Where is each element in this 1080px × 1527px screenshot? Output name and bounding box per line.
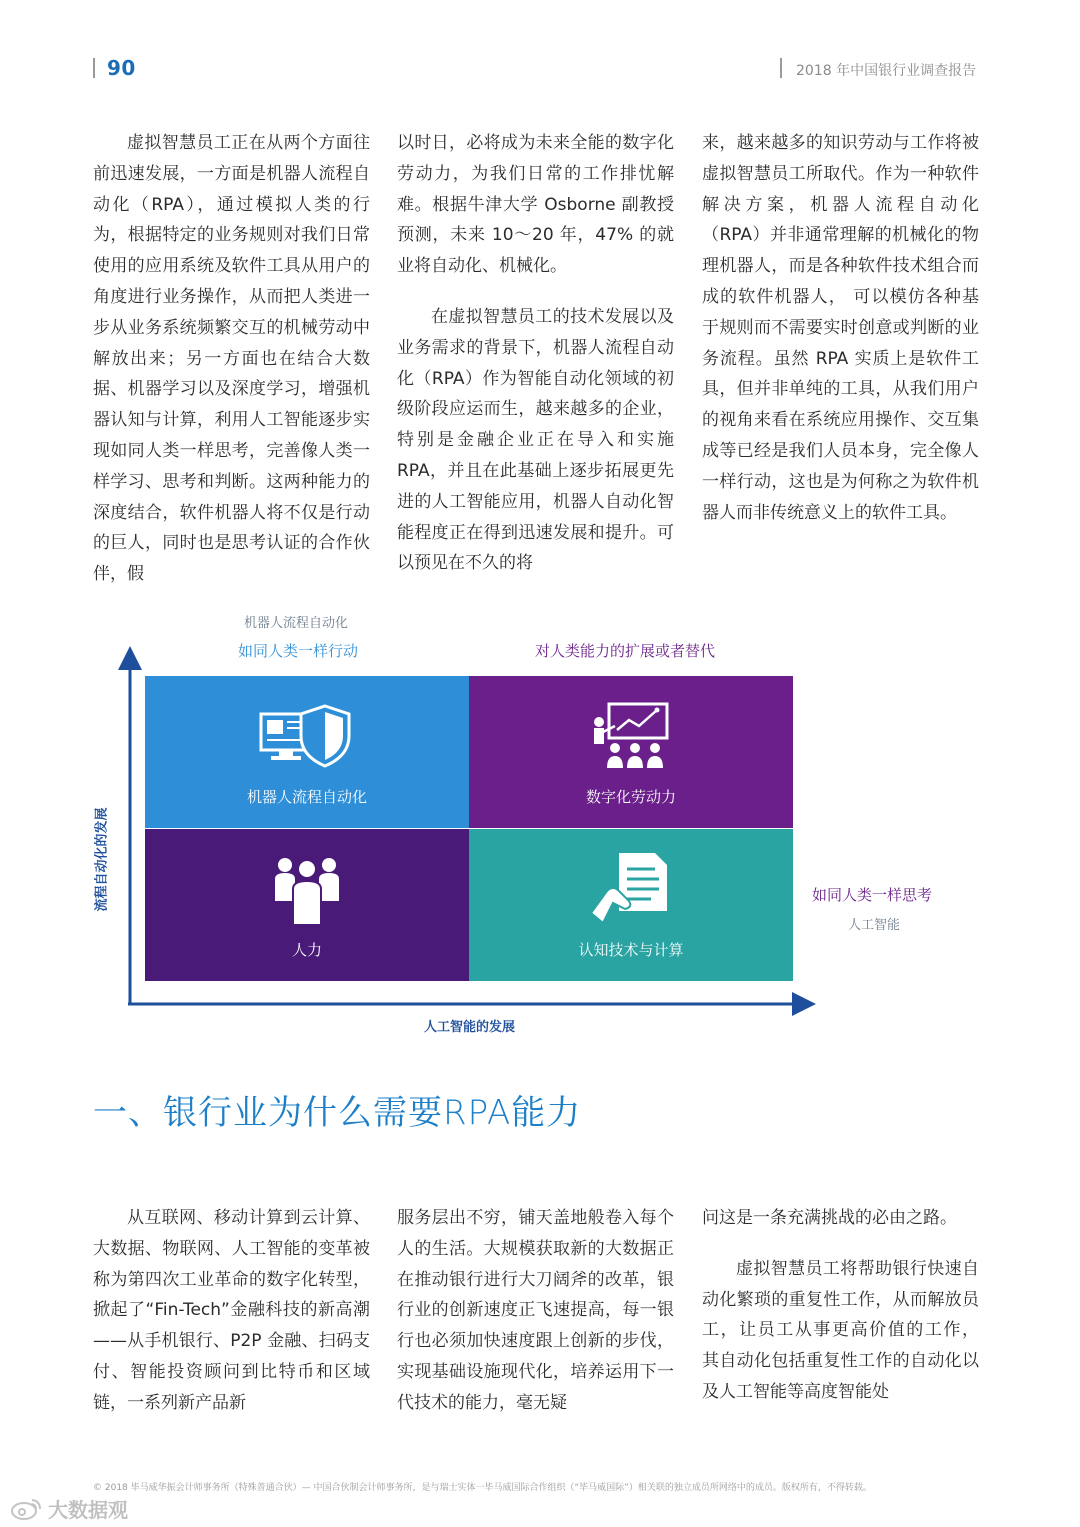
intro-paragraph: 虚拟智慧员工正在从两个方面往前迅速发展，一方面是机器人流程自动化（RPA），通过模拟人类的行为，根据特定的业务规则对我们日常使用的应用系统及软件工具从用户的角度进行业务操作，从而把人类进一步从业务系统频繁交互的机械劳动中解放出来；另一方面也在结合大数据、机器学习以及深度学习，增强机器认知与计算，利用人工智能逐步实现如同人类一样思考，完善像人类一样学习、思考和判断。这两种能力的深度结合，软件机器人将不仅是行动的巨人，同时也是思考认证的合作伙伴，假 <box>93 133 370 585</box>
intro-column-1 <box>93 128 370 590</box>
watermark <box>10 1494 128 1523</box>
quadrant-label: 人力 <box>291 941 322 959</box>
x-axis-label: 人工智能的发展 <box>424 1020 516 1035</box>
y-axis-label: 流程自动化的发展 <box>94 807 110 912</box>
copyright-footer: © 2018 毕马威华振会计师事务所（特殊普通合伙）— 中国合伙制会计师事务所，是与瑞士实体一毕马威国际合作组织（“毕马威国际”）相关联的独立成员所网络中的成员。版权所有，不得转载。 <box>93 1483 872 1493</box>
intro-paragraph: 以时日，必将成为未来全能的数字化劳动力，为我们日常的工作排忧解难。根据牛津大学 Osborne 副教授预测，未来 10～20 年，47% 的就业将自动化、机械化。 <box>397 133 674 277</box>
quadrant-manpower <box>145 829 469 981</box>
quadrant-label: 数字化劳动力 <box>585 788 676 806</box>
people-group-icon <box>271 853 343 925</box>
report-title: 2018 年中国银行业调查报告 <box>796 63 977 79</box>
x-axis-arrow <box>792 992 816 1016</box>
page-number: 90 <box>107 56 136 80</box>
body-column-3 <box>702 1203 979 1408</box>
top-left-small-label: 机器人流程自动化 <box>244 616 349 631</box>
intro-column-2 <box>397 128 674 579</box>
quadrant-cognitive <box>469 829 793 981</box>
body-paragraph: 从互联网、移动计算到云计算、大数据、物联网、人工智能的变革被称为第四次工业革命的数字化转型， 掀起了“Fin-Tech”金融科技的新高潮——从手机银行、P2P 金融、扫码支付、智能投资顾问到比特币和区域链，一系列新产品新 <box>93 1208 370 1413</box>
body-paragraph: 问这是一条充满挑战的必由之路。 <box>702 1208 957 1228</box>
weibo-logo-icon <box>10 1497 44 1521</box>
intro-paragraph: 来，越来越多的知识劳动与工作将被虚拟智慧员工所取代。作为一种软件解决方案，机器人流程自动化（RPA）并非通常理解的机械化的物理机器人，而是各种软件技术组合而成的软件机器人， 可以模仿各种基于规则而不需要实时创意或判断的业务流程。虽然 RPA 实质上是软件工具，但并非单纯的工具，从我们用户的视角来看在系统应用操作、交互集成等已经是我们人员本身，完全像人一样行动，这也是为何称之为软件机器人而非传统意义上的软件工具。 <box>702 133 979 523</box>
quadrant-label: 认知技术与计算 <box>578 941 684 959</box>
watermark-text: 大数据观 <box>48 1498 128 1522</box>
body-paragraph: 虚拟智慧员工将帮助银行快速自动化繁琐的重复性工作，从而解放员工，让员工从事更高价值的工作， 其自动化包括重复性工作的自动化以及人工智能等高度智能处 <box>702 1258 979 1402</box>
rpa-quadrant-diagram <box>0 600 1080 1050</box>
quadrant-digital-labor <box>469 676 793 828</box>
body-column-1 <box>93 1203 370 1419</box>
header-divider-right <box>780 58 782 78</box>
y-axis-arrow <box>118 646 142 670</box>
monitor-shield-icon <box>259 700 355 772</box>
body-paragraph: 服务层出不穷，铺天盖地般卷入每个人的生活。大规模获取新的大数据正在推动银行进行大刀阔斧的改革，银行业的创新速度正飞速提高，每一银行也必须加快速度跟上创新的步伐，实现基础设施现代化，培养运用下一代技术的能力，毫无疑 <box>397 1208 674 1413</box>
top-right-label: 对人类能力的扩展或者替代 <box>535 642 716 660</box>
quadrant-rpa <box>145 676 469 828</box>
body-column-2 <box>397 1203 674 1419</box>
header-divider-left <box>93 58 95 78</box>
quadrant-label: 机器人流程自动化 <box>246 788 367 806</box>
right-label: 如同人类一样思考 <box>812 886 933 904</box>
intro-paragraph: 在虚拟智慧员工的技术发展以及业务需求的背景下，机器人流程自动化（RPA）作为智能自动化领域的初级阶段应运而生，越来越多的企业，特别是金融企业正在导入和实施 RPA，并且在此基础上逐步拓展更先进的人工智能应用，机器人自动化智能程度正在得到迅速发展和提升。可以预见在不久的将 <box>397 306 674 574</box>
presentation-audience-icon <box>591 700 671 772</box>
right-small-label: 人工智能 <box>848 918 901 933</box>
intro-column-3 <box>702 128 979 528</box>
top-left-label: 如同人类一样行动 <box>238 642 359 660</box>
section-title: 一、银行业为什么需要RPA能力 <box>93 1093 582 1133</box>
hand-document-icon <box>589 853 673 925</box>
